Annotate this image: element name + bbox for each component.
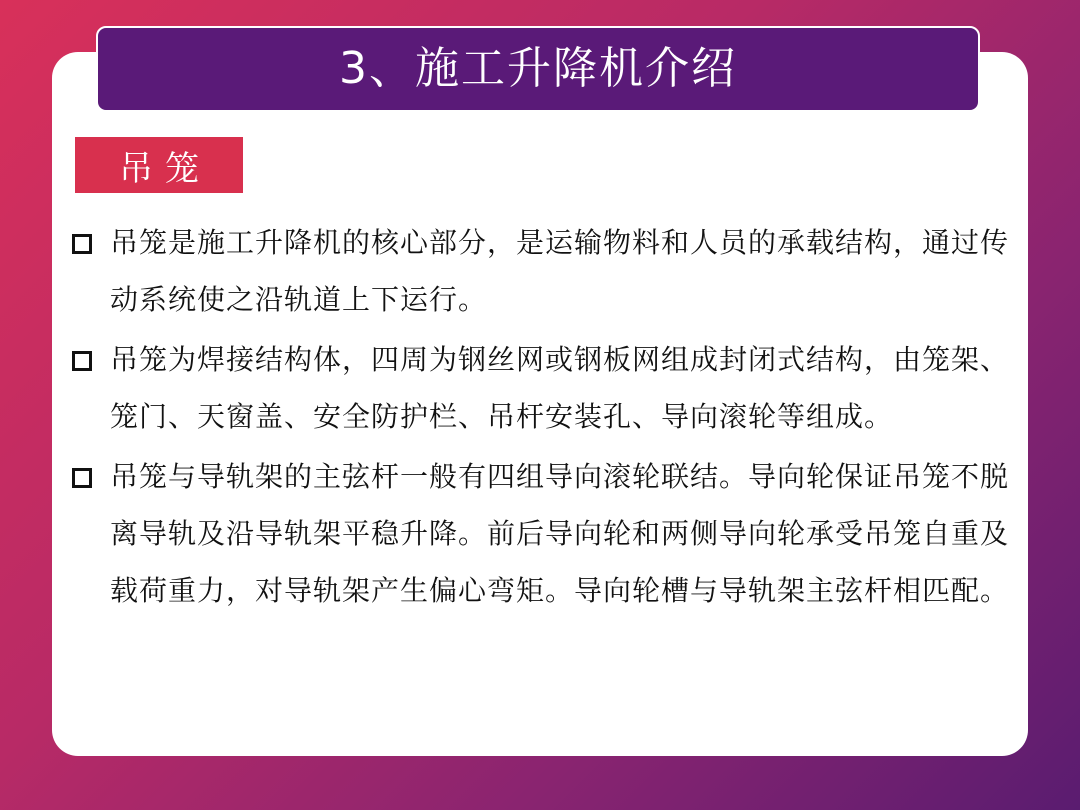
square-bullet-icon <box>72 234 92 254</box>
section-tag <box>75 137 243 193</box>
title-bar <box>96 26 980 112</box>
bullet-item <box>66 331 1018 445</box>
bullet-text: 吊笼为焊接结构体，四周为钢丝网或钢板网组成封闭式结构，由笼架、笼门、天窗盖、安全防护栏、吊杆安装孔、导向滚轮等组成。 <box>110 343 1010 433</box>
bullet-item <box>66 448 1018 619</box>
square-bullet-icon <box>72 351 92 371</box>
page-title: 3、施工升降机介绍 <box>339 43 737 94</box>
bullet-text: 吊笼与导轨架的主弦杆一般有四组导向滚轮联结。导向轮保证吊笼不脱离导轨及沿导轨架平稳升降。前后导向轮和两侧导向轮承受吊笼自重及载荷重力，对导轨架产生偏心弯矩。导向轮槽与导轨架主弦杆相匹配。 <box>110 460 1010 607</box>
bullet-list <box>66 214 1018 622</box>
square-bullet-icon <box>72 468 92 488</box>
bullet-item <box>66 214 1018 328</box>
section-tag-label: 吊笼 <box>119 148 211 189</box>
bullet-text: 吊笼是施工升降机的核心部分，是运输物料和人员的承载结构，通过传动系统使之沿轨道上下运行。 <box>110 226 1010 316</box>
